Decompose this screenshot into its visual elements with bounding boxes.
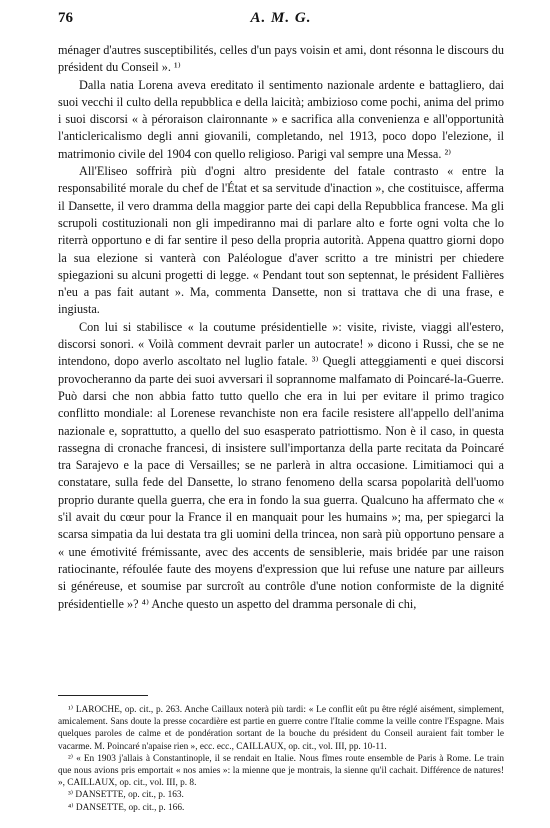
paragraph: Con lui si stabilisce « la coutume présidentielle »: visite, riviste, viaggi all'estero, discorsi sonori. « Voilà comment devrait parler un autocrate! » dicono i Russi, che se ne intendono, dopo averlo ascoltato nel luglio fatale. ³⁾ Quegli atteggiamenti e quei discorsi provocheranno da parte dei suoi avversari il soprannome malfamato di Poincaré-la-Guerre. Può darsi che non abbia fatto tutto quello che era in lui per evitare il primo tragico conflitto mondiale: al Lorenese revanchiste non era facile resistere all'appello dell'anima nazionale e, soprattutto, a quello del suo esasperato patriottismo. Non è il caso, in questa rassegna di cronache francesi, di insistere sull'importanza della parte recitata da Poincaré tra Sarajevo e la pace di Versailles; se ne parlerà in altra occasione. Limitiamoci qui a constatare, sulla fede del Dansette, lo strano fenomeno della scarsa popolarità dell'uomo proprio durante quella guerra, che era in fondo la sua guerra. Qualcuno ha affermato che « s'il avait du cœur pour la France il en manquait pour les humains »; ma, per spiegarci la scarsa simpatia da lui destata tra gli uomini della trincea, non sarà più opportuno pensare a « une émotivité frémissante, avec des accents de sensiblerie, mais bridée par une raison ratiocinante, réfoulée faute des moyens d'expression que lui refuse une nature par ailleurs si généreuse, et soumise par surcroît au contrôle d'une notion conformiste de la dignité présidentielle »? ⁴⁾ Anche questo un aspetto del dramma personale di chi,: [58, 319, 504, 611]
page-number: 76: [58, 10, 73, 26]
running-head: A. M. G.: [250, 10, 312, 26]
paragraph-continuation: ménager d'autres susceptibilités, celles d'un pays voisin et ami, dont résonna le discours du président du Conseil ». ¹⁾: [58, 43, 504, 75]
footnote-1: ¹⁾ LAROCHE, op. cit., p. 263. Anche Caillaux noterà più tardi: « Le conflit eût pu être réglé aisément, simplement, amicalement. Sans doute la presse cocardière est partie en guerre contre l'Italie comme la veille contre l'Espagne. Mais quelques paroles de calme et de pondération sortant de la bouche du président du Conseil auraient fait tomber le vacarme. M. Poincaré n'apaise rien », ecc. ecc., CAILLAUX, op. cit., vol. III, pp. 10-11.: [58, 705, 504, 752]
footnote-3: ³⁾ DANSETTE, op. cit., p. 163.: [68, 790, 184, 801]
footnote-divider: [58, 695, 148, 696]
footnotes: [58, 704, 504, 814]
footnote-4: ⁴⁾ DANSETTE, op. cit., p. 166.: [68, 802, 185, 813]
paragraph: Dalla natia Lorena aveva ereditato il sentimento nazionale ardente e battagliero, dai suoi vecchi il culto della repubblica e della laicità; ambizioso come pochi, anima del primo i suoi discorsi « à péroraison claironnante » e sacrifica alla convenienza e all'opportunità l'anticlericalismo degli anni giovanili, completando, nel 1913, poco dopo l'elezione, il matrimonio civile del 1904 con quello religioso. Parigi val sempre una Messa. ²⁾: [58, 77, 504, 161]
body-text: [58, 42, 504, 613]
page-header: [58, 10, 504, 32]
paragraph: All'Eliseo soffrirà più d'ogni altro presidente del fatale contrasto « entre la responsabilité morale du chef de l'État et sa servitude d'inaction », che costituisce, afferma il Dansette, il vero dramma della maggior parte dei capi della Repubblica francese. Ma gli scrupoli costituzionali non gli impediranno mai di parlare alto e forte ogni volta che lo riterrà opportuno e di far sentire il peso della propria autorità. Appena quattro giorni dopo la sua elezione si vanterà con Paléologue d'aver scritto a tre ministri per chiedere spiegazioni su alcuni progetti di legge. « Pendant tout son septennat, le président Fallières n'eu a pas fait autant ». Ma, commenta Dansette, non si trattava che di una frase, e ingiusta.: [58, 164, 504, 317]
footnote-2: ²⁾ « En 1903 j'allais à Constantinople, il se rendait en Italie. Nous fîmes route ensemble de Paris à Rome. Le train que nous avions pris emportait « nos amies »: la mienne que je montrais, la sienne qu'il cachait. Différence de natures! », CAILLAUX, op. cit., vol. III, p. 8.: [58, 753, 504, 789]
